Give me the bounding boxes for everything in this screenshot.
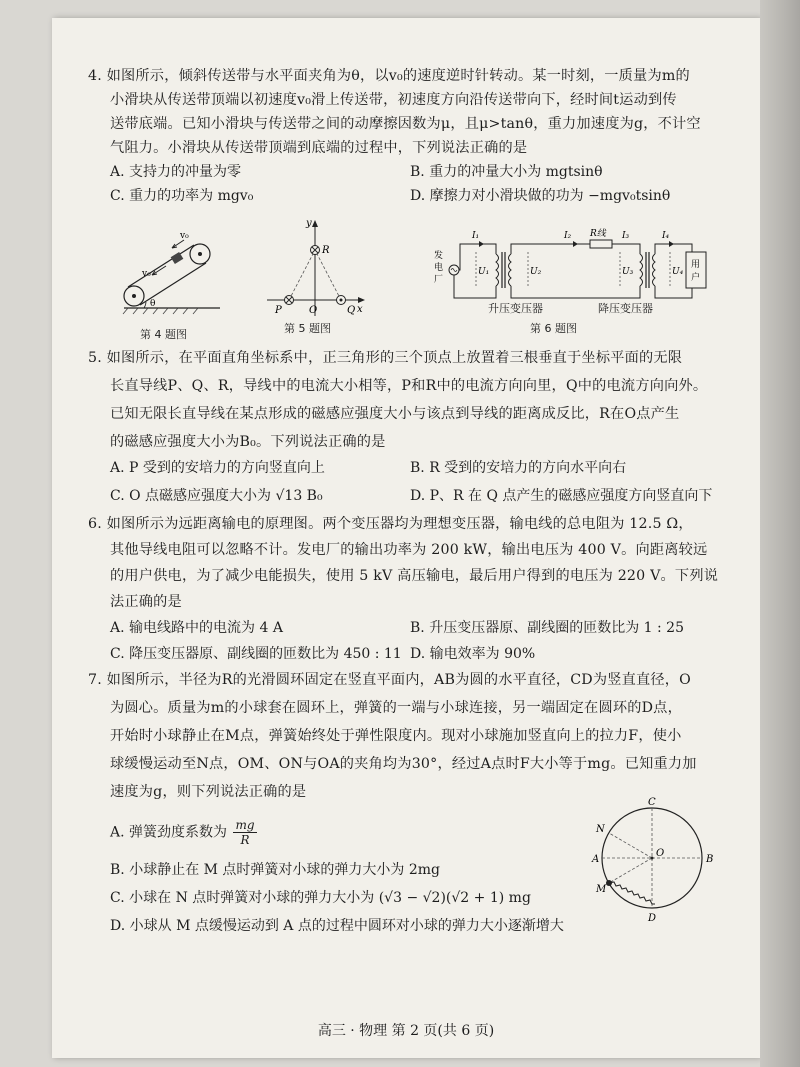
q7-line-5: 速度为g，则下列说法正确的是 xyxy=(110,784,307,800)
figure-7-ring xyxy=(582,796,722,926)
fig6-r-line: R线 xyxy=(590,229,606,239)
q4-line-2: 小滑块从传送带顶端以初速度v₀滑上传送带，初速度方向沿传送带向下，经时间t运动到传 xyxy=(110,92,677,108)
q7-line-3: 开始时小球静止在M点，弹簧始终处于弹性限度内。现对小球施加竖直向上的拉力F，使小 xyxy=(110,728,682,744)
q6-option-d: D. 输电效率为 90% xyxy=(410,646,536,662)
q5-option-a: A. P 受到的安培力的方向竖直向上 xyxy=(110,460,325,476)
q7-fraction-numerator: mg xyxy=(235,818,255,832)
q7-option-c: C. 小球在 N 点时弹簧对小球的弹力大小为 (√3 − √2)(√2 + 1) mg xyxy=(110,890,531,906)
fig5-o: O xyxy=(309,305,318,316)
q4-option-a: A. 支持力的冲量为零 xyxy=(110,164,242,180)
fig7-o: O xyxy=(656,848,665,859)
fig4-v0: v₀ xyxy=(142,269,151,279)
q7-fraction xyxy=(233,818,256,847)
fig6-i3: I₃ xyxy=(622,231,630,241)
q4-line-1: 4. 如图所示，倾斜传送带与水平面夹角为θ，以v₀的速度逆时针转动。某一时刻，一质量为m的 xyxy=(88,68,690,84)
fig7-b: B xyxy=(706,854,714,865)
q4-option-b: B. 重力的冲量大小为 mgtsinθ xyxy=(410,164,603,180)
q5-line-1: 5. 如图所示，在平面直角坐标系中，正三角形的三个顶点上放置着三根垂直于坐标平面的无限 xyxy=(88,350,683,366)
q7-option-d: D. 小球从 M 点缓慢运动到 A 点的过程中圆环对小球的弹力大小逐渐增大 xyxy=(110,918,564,934)
fig6-i1: I₁ xyxy=(472,231,480,241)
q7-option-b: B. 小球静止在 M 点时弹簧对小球的弹力大小为 2mg xyxy=(110,862,441,878)
figure-4-conveyor xyxy=(114,224,224,324)
q6-option-c: C. 降压变压器原、副线圈的匝数比为 450 : 11 xyxy=(110,646,402,662)
q6-line-4: 法正确的是 xyxy=(110,594,182,610)
fig6-step-down-label: 降压变压器 xyxy=(598,302,653,315)
figure-5-coordinates xyxy=(257,214,367,318)
q7-fraction-denominator: R xyxy=(240,833,250,847)
fig6-u1: U₁ xyxy=(478,267,490,277)
fig4-v0-top: v₀ xyxy=(180,231,189,241)
fig6-plant-1: 发 xyxy=(434,251,444,261)
q4-option-d: D. 摩擦力对小滑块做的功为 −mgv₀tsinθ xyxy=(410,188,671,204)
fig5-p: P xyxy=(275,305,282,316)
q4-line-3: 送带底端。已知小滑块与传送带之间的动摩擦因数为μ，且μ>tanθ，重力加速度为g，不计空 xyxy=(110,116,701,132)
q7-line-2: 为圆心。质量为m的小球套在圆环上，弹簧的一端与小球连接，另一端固定在圆环的D点， xyxy=(110,700,682,716)
q5-option-b: B. R 受到的安培力的方向水平向右 xyxy=(410,460,627,476)
figure-4-caption: 第 4 题图 xyxy=(140,328,187,341)
fig5-x: x xyxy=(357,304,363,315)
fig7-m: M xyxy=(596,884,607,895)
q4-option-c: C. 重力的功率为 mgv₀ xyxy=(110,188,254,204)
q7-line-1: 7. 如图所示，半径为R的光滑圆环固定在竖直平面内，AB为圆的水平直径，CD为竖直直径，O xyxy=(88,672,692,688)
exam-page xyxy=(52,18,760,1058)
fig7-a: A xyxy=(592,854,600,865)
q4-line-4: 气阻力。小滑块从传送带顶端到底端的过程中，下列说法正确的是 xyxy=(110,140,528,156)
q5-line-3: 已知无限长直导线在某点形成的磁感应强度大小与该点到导线的距离成反比，R在O点产生 xyxy=(110,406,680,422)
q5-option-d: D. P、R 在 Q 点产生的磁感应强度方向竖直向下 xyxy=(410,488,713,504)
fig7-n: N xyxy=(596,824,605,835)
fig5-q: Q xyxy=(347,305,356,316)
page-footer: 高三 · 物理 第 2 页(共 6 页) xyxy=(317,1023,495,1039)
fig6-plant-2: 电 xyxy=(434,263,444,273)
q5-line-4: 的磁感应强度大小为B₀。下列说法正确的是 xyxy=(110,434,386,450)
page-edge xyxy=(760,0,800,1067)
fig6-plant-3: 厂 xyxy=(434,275,444,285)
q7-option-a-prefix: A. 弹簧劲度系数为 xyxy=(110,824,228,841)
fig6-step-up-label: 升压变压器 xyxy=(488,302,543,315)
fig6-u3: U₃ xyxy=(622,267,634,277)
fig6-i2: I₂ xyxy=(564,231,572,241)
q7-line-4: 球缓慢运动至N点，OM、ON与OA的夹角均为30°，经过A点时F大小等于mg。已知重力加 xyxy=(110,756,697,772)
figure-6-caption: 第 6 题图 xyxy=(530,322,577,335)
fig7-c: C xyxy=(648,797,656,808)
fig6-user-2: 户 xyxy=(691,273,701,283)
fig7-d: D xyxy=(648,913,657,924)
q5-option-c: C. O 点磁感应强度大小为 √13 B₀ xyxy=(110,488,323,504)
q6-line-2: 其他导线电阻可以忽略不计。发电厂的输出功率为 200 kW，输出电压为 400 V。向距离较远 xyxy=(110,542,708,558)
q6-option-b: B. 升压变压器原、副线圈的匝数比为 1 : 25 xyxy=(410,620,684,636)
figure-5-caption: 第 5 题图 xyxy=(284,322,331,335)
q7-option-a xyxy=(110,818,257,847)
fig6-i4: I₄ xyxy=(662,231,670,241)
q6-line-3: 的用户供电，为了减少电能损失，使用 5 kV 高压输电，最后用户得到的电压为 220 V。下列说 xyxy=(110,568,719,584)
q6-line-1: 6. 如图所示为远距离输电的原理图。两个变压器均为理想变压器，输电线的总电阻为 12.5 Ω， xyxy=(88,516,693,532)
q6-option-a: A. 输电线路中的电流为 4 A xyxy=(110,620,283,636)
fig5-y: y xyxy=(306,218,312,229)
fig5-r: R xyxy=(322,245,330,256)
fig4-theta: θ xyxy=(150,299,156,309)
fig6-user-1: 用 xyxy=(691,260,701,270)
fig6-u2: U₂ xyxy=(530,267,542,277)
fig6-u4: U₄ xyxy=(672,267,684,277)
figure-6-transmission xyxy=(430,214,710,304)
q5-line-2: 长直导线P、Q、R，导线中的电流大小相等，P和R中的电流方向向里，Q中的电流方向向外。 xyxy=(110,378,708,394)
